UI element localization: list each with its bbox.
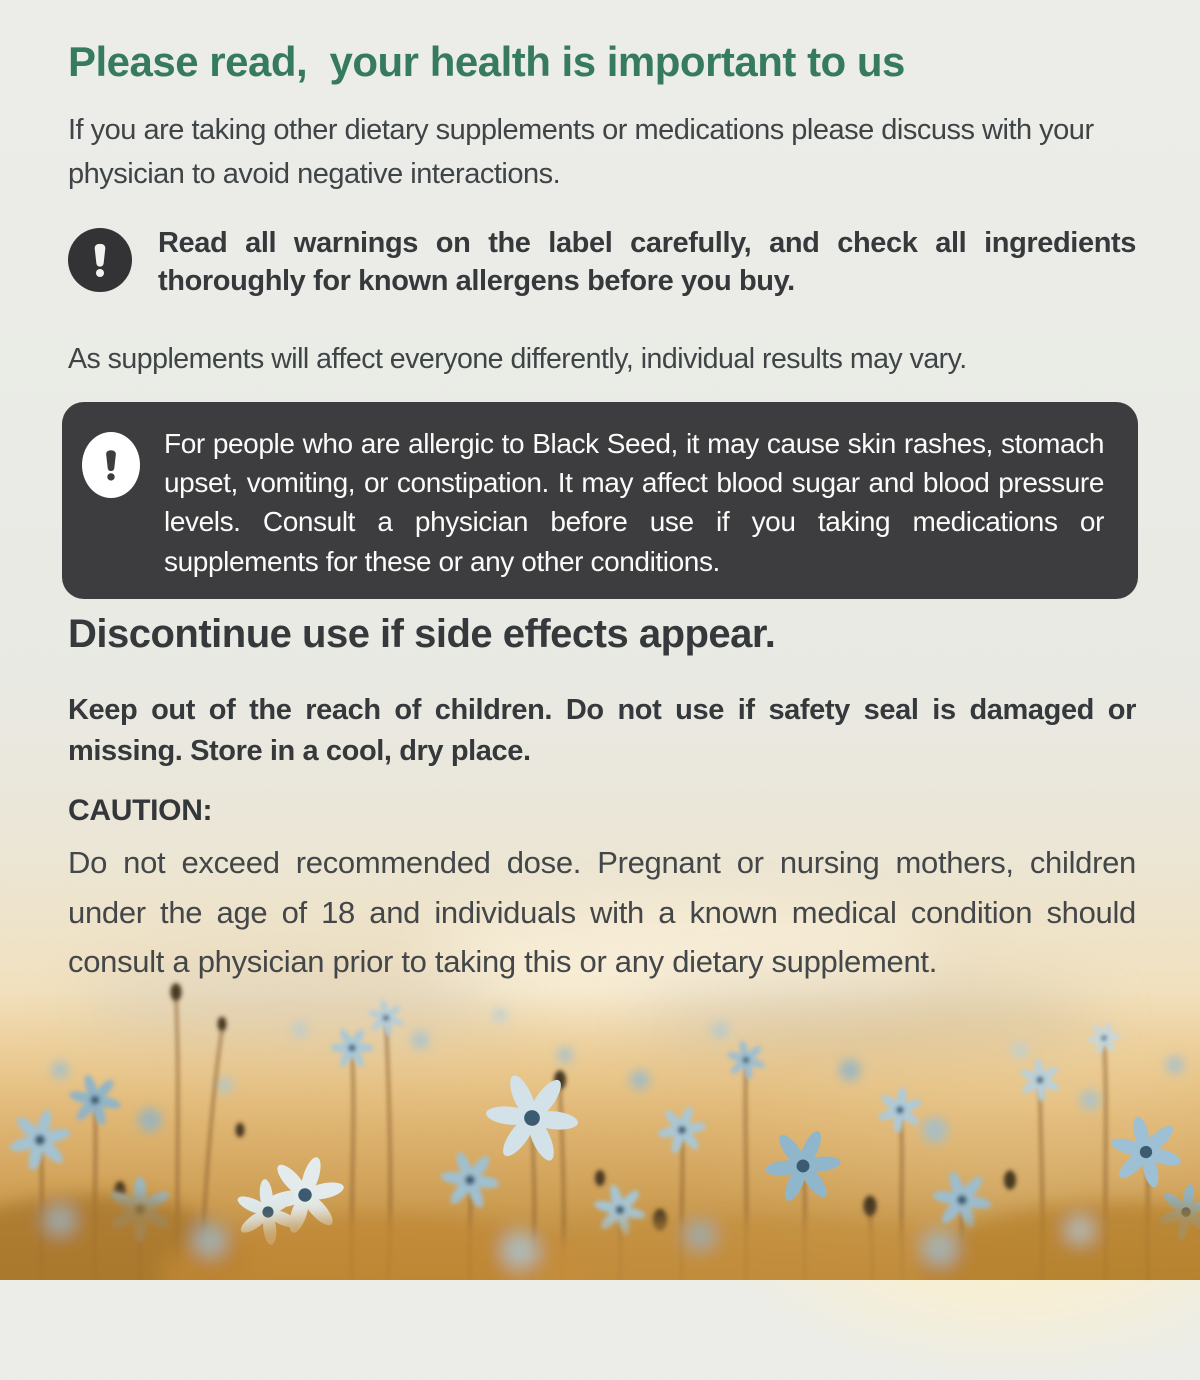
alert-icon xyxy=(82,432,140,498)
allergy-warning-text: For people who are allergic to Black Seed, it may cause skin rashes, stomach upset, vomiting, or constipation. It may affect blood sugar and blood pressure levels. Consult a physician before use if you taking medications or supplements for these or any other conditions. xyxy=(164,428,1104,577)
label-warning-row xyxy=(68,224,1136,301)
exclamation-icon xyxy=(77,237,123,283)
alert-icon xyxy=(68,228,132,292)
caution-label: CAUTION: xyxy=(68,794,213,827)
label-warning-text: Read all warnings on the label carefully, and check all ingredients thoroughly for known allergens before you buy. xyxy=(158,227,1136,298)
page-title: Please read, your health is important to us xyxy=(68,38,905,85)
discontinue-heading: Discontinue use if side effects appear. xyxy=(68,612,776,656)
intro-paragraph: If you are taking other dietary supplements or medications please discuss with your physician to avoid negative interactions. xyxy=(68,114,1094,191)
results-note: As supplements will affect everyone differently, individual results may vary. xyxy=(68,343,967,375)
children-safety-text: Keep out of the reach of children. Do not use if safety seal is damaged or missing. Store in a cool, dry place. xyxy=(68,694,1136,768)
caution-paragraph: Do not exceed recommended dose. Pregnant or nursing mothers, children under the age of 18 and individuals with a known medical condition should consult a physician prior to taking this or any dietary supplement. xyxy=(68,845,1136,980)
exclamation-icon xyxy=(90,444,132,486)
allergy-warning-box xyxy=(62,402,1138,599)
